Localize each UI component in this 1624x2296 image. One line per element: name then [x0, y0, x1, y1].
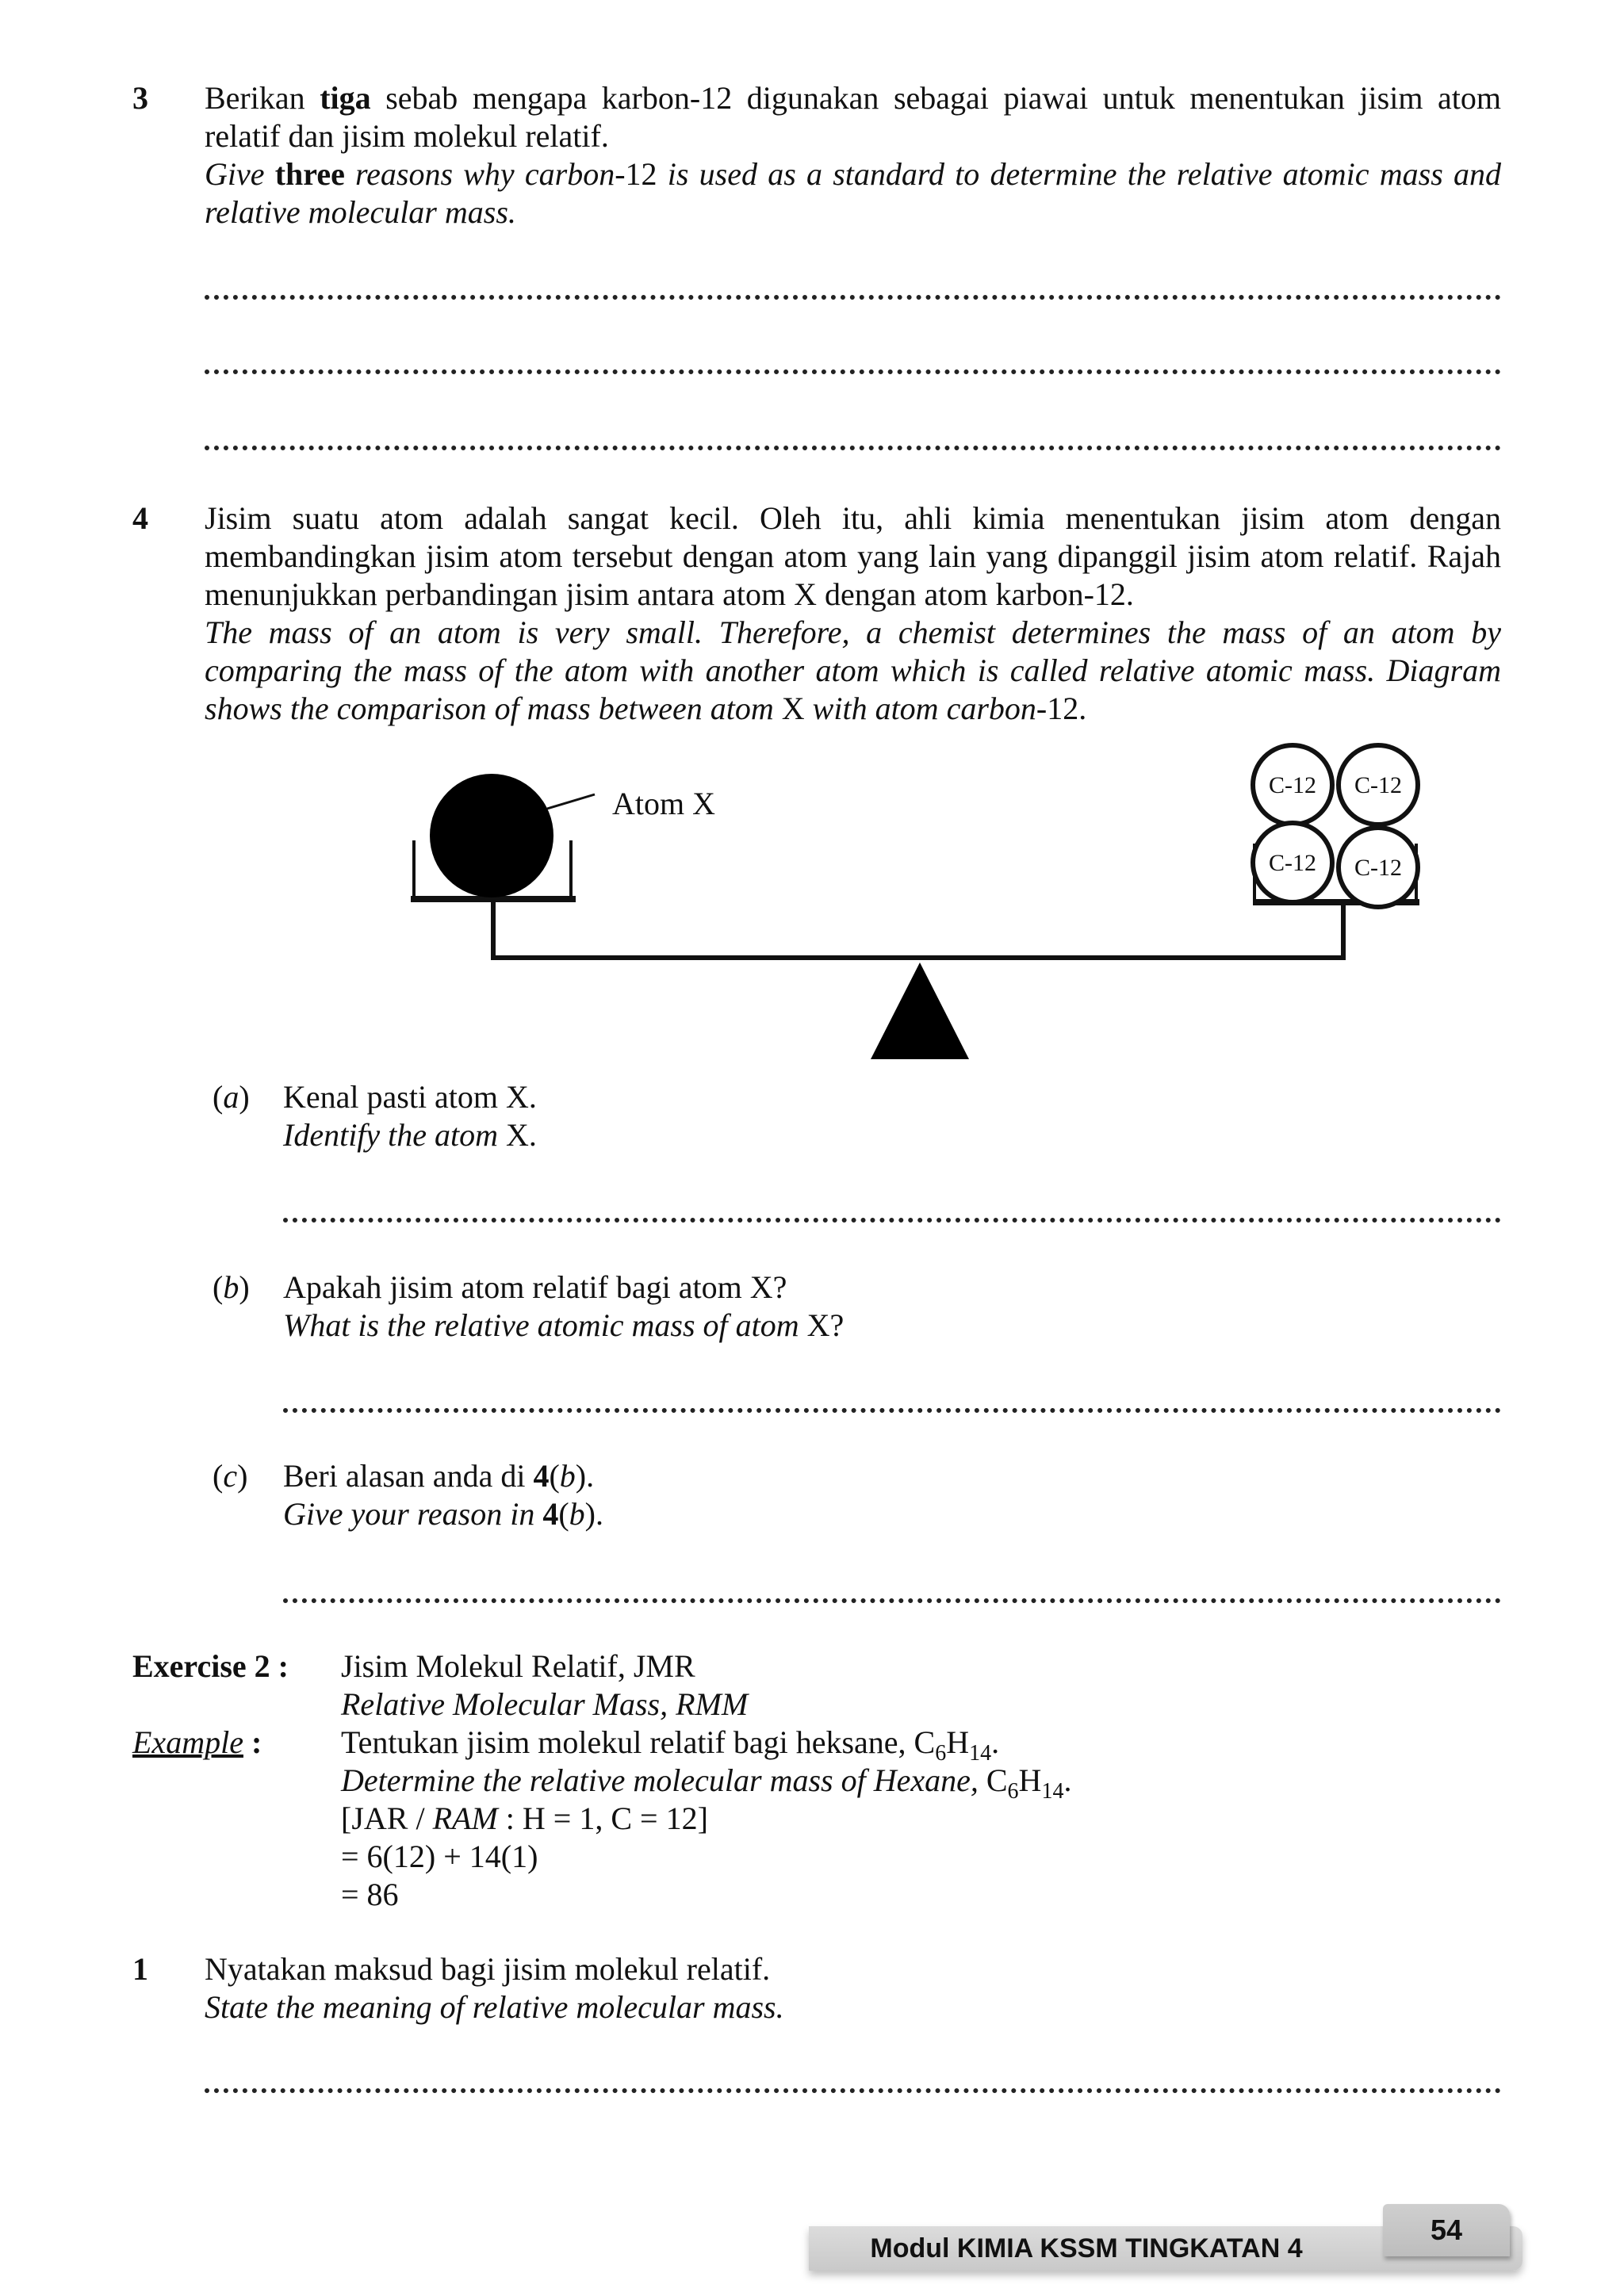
- atom-x-pointer: [547, 794, 595, 809]
- exercise-2-title-english: Relative Molecular Mass, RMM: [341, 1686, 749, 1722]
- c12-label: C-12: [1269, 850, 1316, 876]
- exercise-2-title-malay: Jisim Molekul Relatif, JMR: [341, 1648, 695, 1684]
- example-step-1: = 6(12) + 14(1): [341, 1839, 538, 1874]
- answer-line[interactable]: [283, 1213, 1501, 1223]
- c12-label: C-12: [1354, 855, 1402, 881]
- answer-line[interactable]: [205, 2084, 1501, 2093]
- fulcrum-triangle: [871, 962, 969, 1059]
- example-ram: [JAR / RAM : H = 1, C = 12]: [341, 1800, 708, 1836]
- balance-diagram: [0, 0, 1624, 1078]
- part-a-english: Identify the atom X.: [283, 1117, 537, 1153]
- part-c-label: (c): [213, 1458, 248, 1494]
- question-1-english: State the meaning of relative molecular mass.: [205, 1989, 784, 2025]
- example-english: Determine the relative molecular mass of Hexane, $C_6H_{14}$.: [341, 1762, 1072, 1804]
- module-title: Modul KIMIA KSSM TINGKATAN 4: [870, 2233, 1303, 2263]
- part-a-label: (a): [213, 1079, 250, 1115]
- question-4-english: The mass of an atom is very small. Therefore, a chemist determines the mass of an atom by comparing the mass of the atom with another atom which is called relative atomic mass. Diagram shows the comparison of mass between atom X with atom carbon-12.: [205, 614, 1501, 726]
- question-1-number: 1: [132, 1951, 148, 1987]
- question-4-malay: Jisim suatu atom adalah sangat kecil. Oleh itu, ahli kimia menentukan jisim atom dengan membandingkan jisim atom tersebut dengan atom yang lain yang dipanggil jisim atom relatif. Rajah menunjukkan perbandingan jisim antara atom X dengan atom karbon-12.: [205, 500, 1501, 612]
- answer-line[interactable]: [283, 1403, 1501, 1413]
- question-1-malay: Nyatakan maksud bagi jisim molekul relatif.: [205, 1951, 771, 1987]
- part-c-english: Give your reason in 4(b).: [283, 1496, 603, 1532]
- question-4-number: 4: [132, 500, 148, 536]
- example-malay: Tentukan jisim molekul relatif bagi heksane, $C_6H_{14}$.: [341, 1724, 1000, 1766]
- question-3-english: Give three reasons why carbon-12 is used as a standard to determine the relative atomic mass and relative molecular mass.: [205, 156, 1501, 230]
- example-step-2: = 86: [341, 1877, 399, 1912]
- atom-x-ball: [430, 774, 553, 897]
- part-b-english: What is the relative atomic mass of atom X?: [283, 1307, 845, 1343]
- part-c-malay: Beri alasan anda di 4(b).: [283, 1458, 595, 1494]
- part-b-label: (b): [213, 1269, 250, 1305]
- c12-label: C-12: [1269, 772, 1316, 798]
- question-3-malay: Berikan tiga sebab mengapa karbon-12 digunakan sebagai piawai untuk menentukan jisim atom relatif dan jisim molekul relatif.: [205, 80, 1501, 154]
- c12-label: C-12: [1354, 772, 1402, 798]
- question-3-number: 3: [132, 80, 148, 116]
- balance-beam: [493, 902, 1343, 958]
- part-b-malay: Apakah jisim atom relatif bagi atom X?: [283, 1269, 787, 1305]
- example-label: Example :: [132, 1724, 262, 1760]
- page-number: 54: [1383, 2204, 1510, 2256]
- answer-line[interactable]: [283, 1594, 1501, 1603]
- part-a-malay: Kenal pasti atom X.: [283, 1079, 537, 1115]
- atom-x-label: Atom X: [612, 786, 715, 821]
- exercise-2-label: Exercise 2 :: [132, 1648, 289, 1684]
